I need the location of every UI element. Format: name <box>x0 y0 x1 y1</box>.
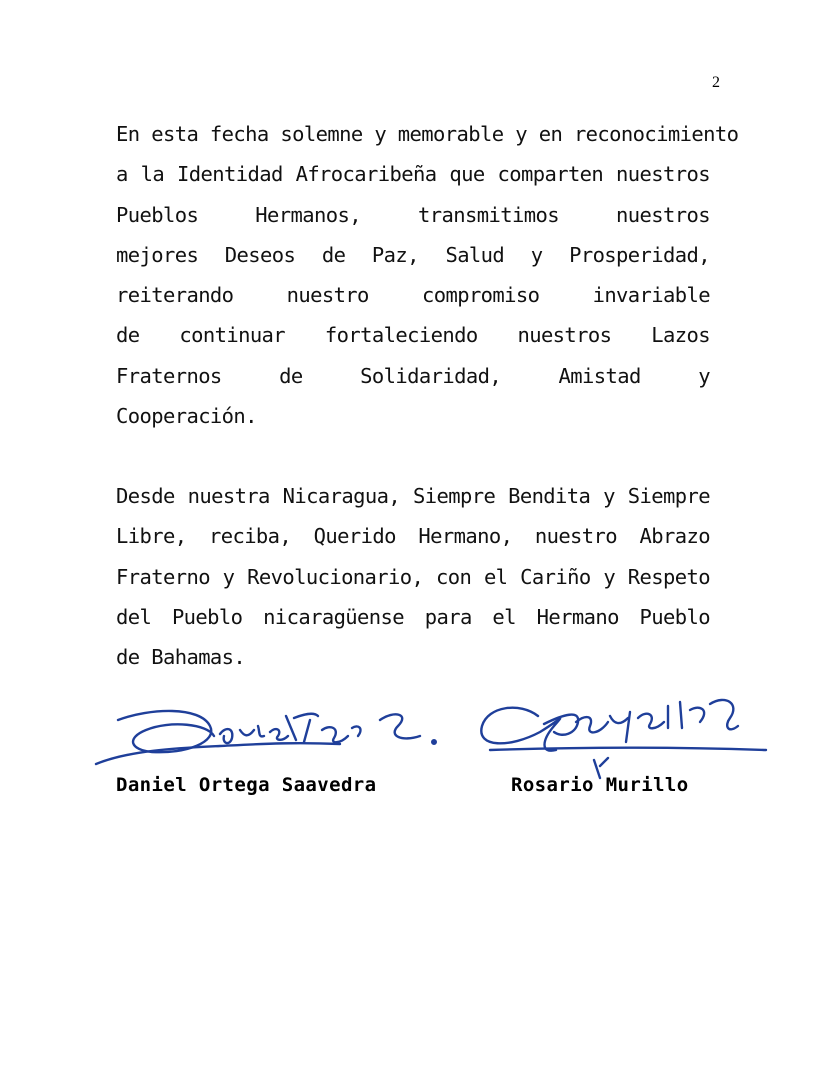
text-line: reiterando nuestro compromiso invariable <box>116 283 710 308</box>
signatory-name-left: Daniel Ortega Saavedra <box>116 774 377 796</box>
text-line: Cooperación. <box>116 404 257 429</box>
page-number: 2 <box>712 74 720 91</box>
signature-daniel-ortega <box>90 690 450 780</box>
text-line: Libre, reciba, Querido Hermano, nuestro Abrazo <box>116 524 710 549</box>
text-line: del Pueblo nicaragüense para el Hermano Pueblo <box>116 604 710 629</box>
text-line: En esta fecha solemne y memorable y en reconocimiento <box>116 122 739 146</box>
text-line: Fraterno y Revolucionario, con el Cariño y Respeto <box>116 564 710 589</box>
text-line: Pueblos Hermanos, transmitimos nuestros <box>116 202 710 227</box>
paragraph-closing <box>116 476 710 677</box>
signature-rosario-murillo <box>470 676 770 786</box>
text-line: mejores Deseos de Paz, Salud y Prosperidad, <box>116 242 710 267</box>
text-line: Fraternos de Solidaridad, Amistad y <box>116 363 710 388</box>
paragraph-greeting <box>116 114 739 436</box>
text-line: de Bahamas. <box>116 645 246 670</box>
text-line: Desde nuestra Nicaragua, Siempre Bendita y Siempre <box>116 484 710 508</box>
text-line: de continuar fortaleciendo nuestros Lazos <box>116 323 710 348</box>
signatory-name-right: Rosario Murillo <box>511 774 689 796</box>
text-line: a la Identidad Afrocaribeña que comparten nuestros <box>116 162 710 187</box>
